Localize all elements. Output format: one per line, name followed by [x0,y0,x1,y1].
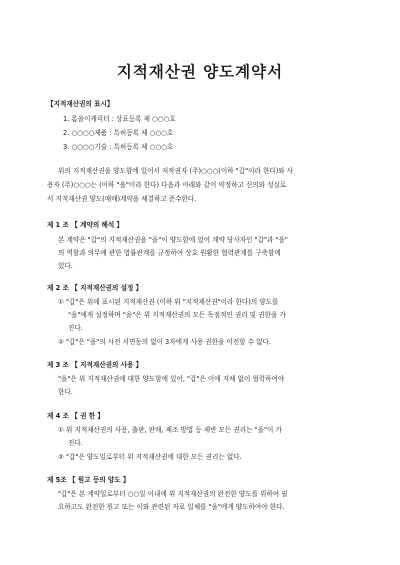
article-line: 본 계약은 "갑"의 지적재산권을 "을"이 양도함에 있어 계약 당사자인 "갑"과 "을" [58,236,288,244]
article-line: 요하고도 완전한 원고 또는 이와 관련된 자료 일체를 "을"에게 양도하여야 한다. [58,503,285,511]
document-title: 지적재산권 양도계약서 [116,62,284,81]
article-heading: 제 1 조 【 계약의 해석 】 [47,221,124,229]
ip-display-heading: 【지적재산권의 표시】 [47,100,114,108]
article-heading: 제 5조 【 원고 등의 양도 】 [47,476,130,484]
article-line: 진다. [68,324,83,332]
article-line: "을"은 위 지적재산권에 대한 양도함에 있어, "갑"은 이에 지체 없이 협력하여야 [58,375,285,383]
ip-item: 3. ○○○○기술 : 특허등록 제 ○○○호 [63,143,174,151]
article-line: ② "갑"은 양도일로부터 위 지적재산권에 대한 모든 권리는 없다. [58,453,242,461]
article-line: 의 역할과 의무에 관한 법률관계를 규정하여 상호 원활한 협력관계를 구축함에 [58,249,281,257]
intro-line: 위의 지적재산권을 양도함에 있어서 저작권자 (주)○○○(이하 "갑"이라 한다)와 사 [58,167,294,175]
article-line: ① "갑"은 위에 표시된 지적재산권 (이하 위 "지적재산권"이라 한다)의 양도를 [58,298,279,306]
article-heading: 제 3 조 【 지적재산권의 사용 】 [47,361,143,369]
article-line: "갑"은 본 계약일로부터 ○○일 이내에 위 지적재산권의 완전한 양도를 위하여 필 [58,490,288,498]
intro-line: 서 지적재산권 양도(매매)계약을 체결하고 준수한다. [47,195,197,203]
article-line: ② "갑"은 "을"의 사전 서면동의 없이 3자에게 사용 권한을 이전할 수 없다. [58,338,271,346]
article-line: 있다. [58,262,73,270]
article-line: 진다. [68,439,83,447]
article-heading: 제 2 조 【 지적재산권의 설정 】 [47,284,143,292]
intro-line: 용자 (주)○○○는 (이하 "을"이라 한다) 다음과 아래와 같이 약정하고 신의와 성실로 [47,181,287,189]
ip-item: 2. ○○○○제품 : 특허등록 제 ○○○호 [63,129,174,137]
article-line: "을"에게 설정하며 "을"은 위 지적재산권의 모든 독점적인 권리 및 권한을 가 [68,311,286,319]
article-line: 한다. [58,388,73,396]
article-heading: 제 4 조 【 권 한 】 [47,412,105,420]
ip-item: 1. 롬을이캐릭터 : 상표등록 제 ○○○호 [63,115,176,123]
article-line: ① 위 지적재산권의 사용, 출판, 판매, 제조 방법 등 제반 모든 권리는 "을"이 가 [58,426,282,434]
